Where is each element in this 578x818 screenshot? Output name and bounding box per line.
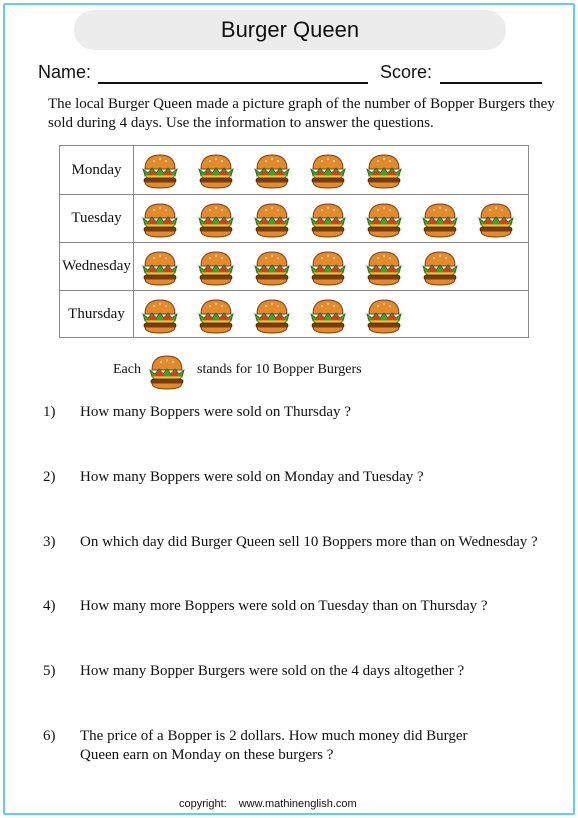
burger-icon	[252, 150, 292, 190]
name-score-row	[38, 60, 548, 86]
burger-icon	[140, 199, 180, 239]
key-each-label: Each	[113, 362, 141, 377]
question-text: How many Boppers were sold on Thursday ?	[80, 404, 351, 420]
burger-icon	[196, 150, 236, 190]
burger-icon	[364, 295, 404, 335]
name-label: Name:	[38, 62, 92, 82]
burger-icon	[140, 295, 180, 335]
name-field[interactable]	[98, 82, 368, 84]
score-field[interactable]	[440, 82, 542, 84]
burger-icon	[364, 199, 404, 239]
day-label: Thursday	[60, 291, 134, 338]
question-number: 1)	[43, 404, 56, 420]
burger-icon	[252, 247, 292, 287]
key-stands-label: stands for 10 Bopper Burgers	[197, 362, 362, 377]
question-text-line-2: Queen earn on Monday on these burgers ?	[80, 747, 334, 763]
burger-icon	[476, 199, 516, 239]
question-number: 3)	[43, 534, 56, 550]
copyright-footer	[179, 798, 357, 810]
burger-icon	[308, 150, 348, 190]
burger-icon	[308, 247, 348, 287]
burger-icon	[364, 150, 404, 190]
picture-graph	[59, 145, 529, 338]
graph-key	[113, 351, 413, 391]
day-label: Wednesday	[60, 243, 134, 290]
graph-row	[60, 290, 528, 338]
question-text: How many more Boppers were sold on Tuesday than on Thursday ?	[80, 598, 488, 614]
question-text: How many Bopper Burgers were sold on the 4 days altogether ?	[80, 663, 465, 679]
burger-icon	[196, 199, 236, 239]
graph-row	[60, 194, 528, 242]
graph-row	[60, 146, 528, 194]
question-text: On which day did Burger Queen sell 10 Boppers more than on Wednesday ?	[80, 534, 538, 550]
question-number: 2)	[43, 469, 56, 485]
score-label: Score:	[380, 62, 433, 82]
day-label: Tuesday	[60, 195, 134, 242]
burger-icon	[252, 199, 292, 239]
copyright-label: copyright:	[179, 798, 227, 810]
burger-icon	[252, 295, 292, 335]
question-text-line-1: The price of a Bopper is 2 dollars. How much money did Burger	[80, 728, 468, 744]
burger-icon	[308, 199, 348, 239]
intro-text: The local Burger Queen made a picture graph of the number of Bopper Burgers they sold during 4 days. Use the information to answer the questions.	[48, 96, 555, 131]
day-label: Monday	[60, 146, 134, 194]
burger-icon	[140, 150, 180, 190]
burger-icon	[196, 295, 236, 335]
copyright-url: www.mathinenglish.com	[238, 798, 357, 810]
burger-icon	[147, 351, 187, 391]
graph-row	[60, 242, 528, 290]
burger-icon	[420, 247, 460, 287]
burger-icon	[364, 247, 404, 287]
burger-icon	[196, 247, 236, 287]
burger-icon	[308, 295, 348, 335]
question-number: 6)	[43, 728, 56, 744]
question-number: 4)	[43, 598, 56, 614]
question-number: 5)	[43, 663, 56, 679]
burger-icon	[140, 247, 180, 287]
question-text	[80, 727, 570, 765]
page-title-text: Burger Queen	[220, 17, 360, 42]
page-title	[74, 10, 506, 50]
question-text: How many Boppers were sold on Monday and Tuesday ?	[80, 469, 424, 485]
burger-icon	[420, 199, 460, 239]
